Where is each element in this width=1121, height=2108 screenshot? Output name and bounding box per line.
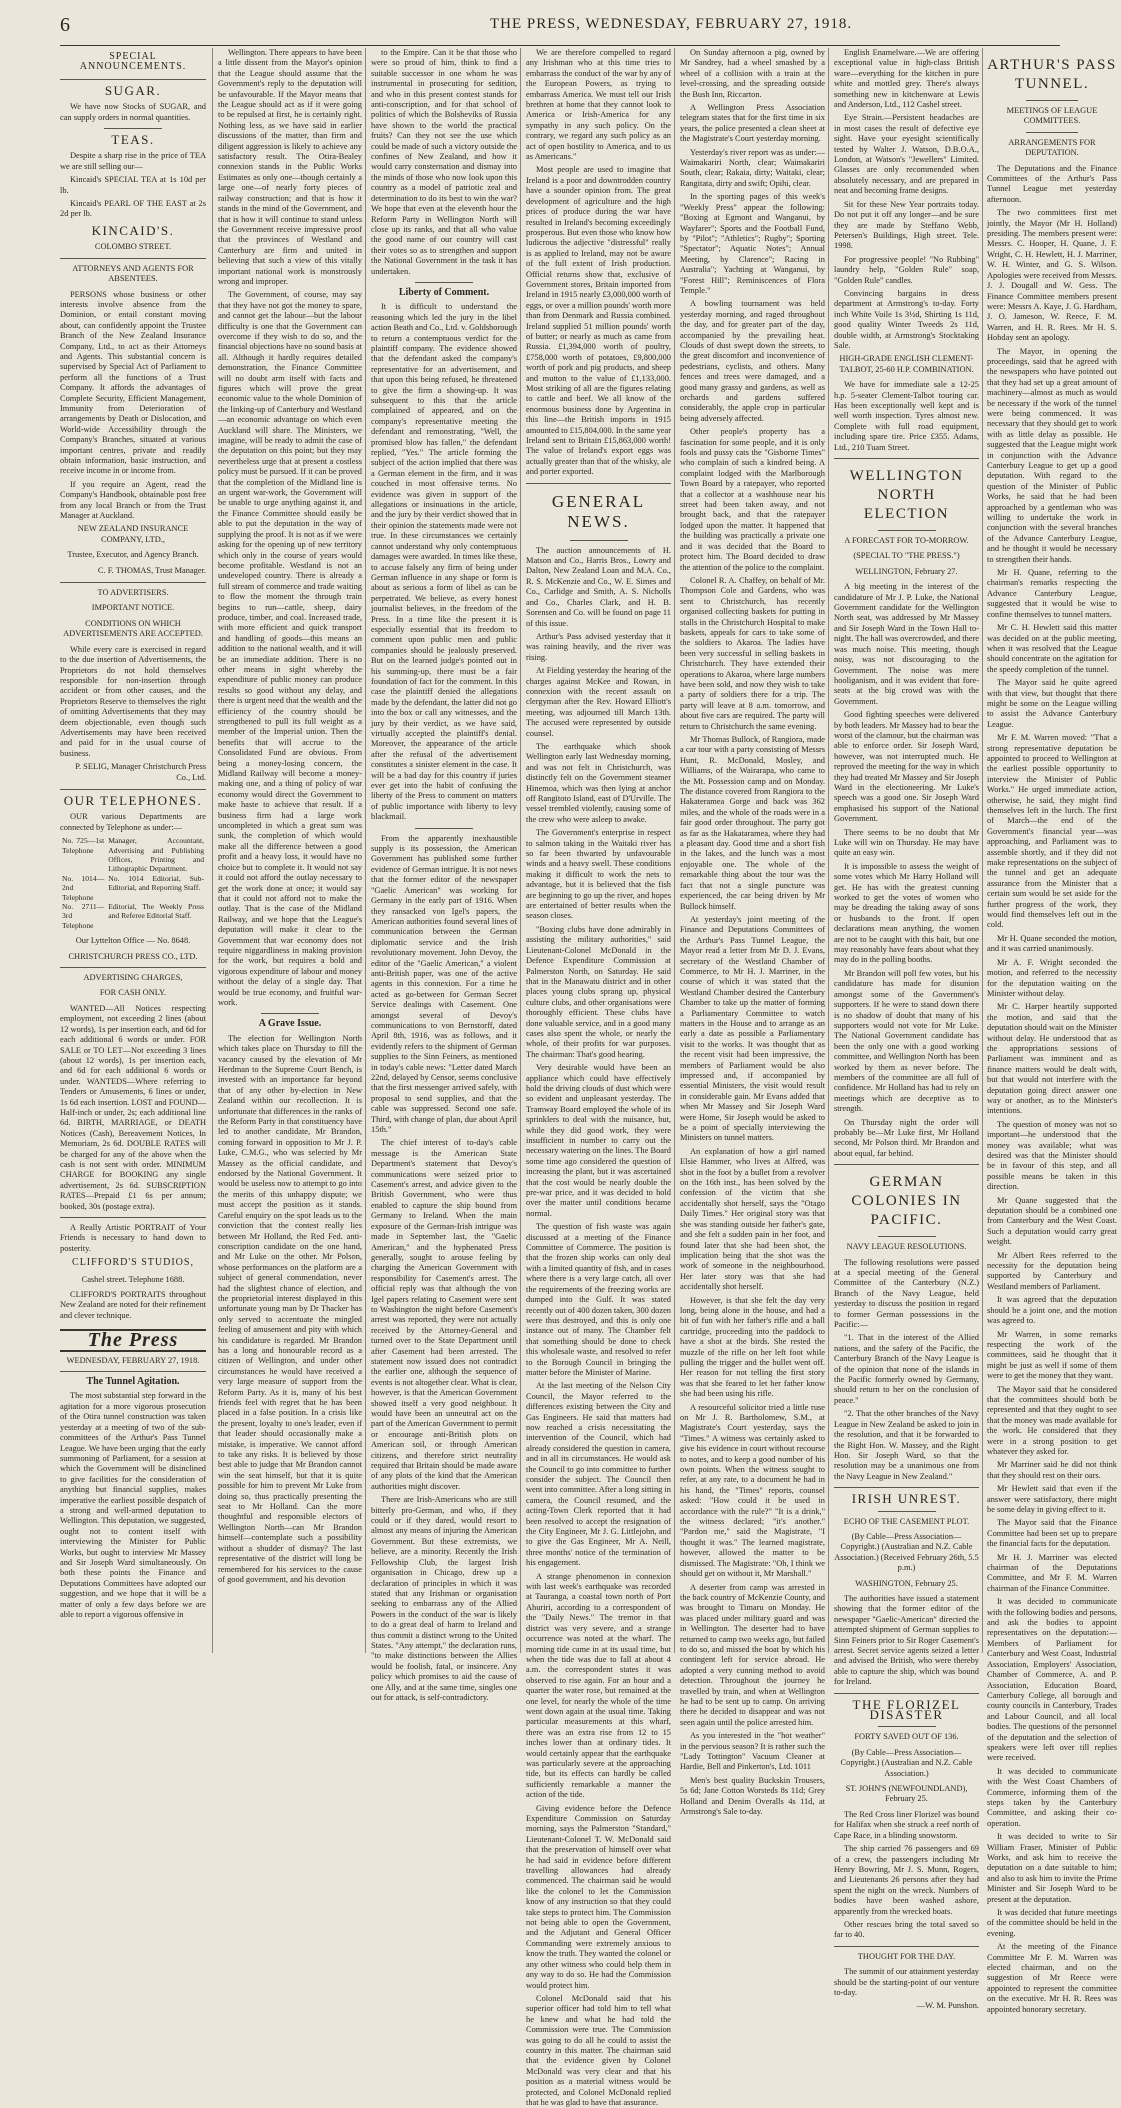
report-text: Mr Hewlett said that even if the answer were satisfactory, there might be some delay in giving effect to it. [987, 1484, 1117, 1514]
sugar-text: We have now Stocks of SUGAR, and can supply orders in normal quantities. [60, 102, 206, 122]
fl-text: The Red Cross liner Florizel was bound for Halifax when she struck a reef north of Cape Race, in a blinding snowstorm. [834, 1809, 979, 1840]
report-text: It was decided to communicate with the following bodies and persons, and ask the bodies to appoint representatives on the deputation:—Members of Parliament for Canterbury and West Coast, Industrial Association, Employers' Association, Chamber of Commerce, A. and P. Association, Education Board, Canterbury College, all borough and county councils in Canterbury, Trades and Labour Council, and all local bodies. The questions of the personnel of the deputation and the selection of speakers were left over till replies were received. [987, 1597, 1117, 1763]
report-text: At the meeting of the Finance Committee Mr F. M. Warren was elected chairman, and on the suggestion of Mr Reece were appointed to represent the committee on the executive. Mr H. R. Rees was appointed honorary secretary. [987, 1942, 1117, 2014]
column-7 [982, 48, 1121, 2014]
adv-charges-text: WANTED—All Notices respecting employment, not exceeding 2 lines (about 12 words), 1s per insertion each, and 6d for each additional 6 words or under. FOR SALE or TO LET—Not exceeding 3 lines (about 12 words), 1s per insertion each, and 6d for each additional 6 words or under. WANTEDS—Where referring to Tenders or Amusements, 6 lines or under, 1s 6d each insertion. LOST and FOUND—Half-inch or under, 2s; each additional line 6d. BIRTH, MARRIAGE, or DEATH Notices (Cash), Bereavement Notices, In Memoriam, 2s 6d. DOUBLE RATES will be charged for any of the above when the cash is not sent with order. MINIMUM CHARGE for BOOKING any single advertisement, 2s 6d. SUBSCRIPTION RATES—Prepaid £1 6s per annum; booked, 30s (postage extra). [60, 1003, 206, 1211]
thomas-signature: C. F. THOMAS, Trust Manager. [97, 565, 206, 575]
teas-text-2: Kincaid's SPECIAL TEA at 1s 10d per lb. [60, 175, 206, 195]
report-text: The Mayor said that he considered that the committees should both be represented and that they ought to see that the money was made available for the work. He considered that they were in a strong position to get whatever they asked for. [987, 1384, 1117, 1456]
news-item: Other people's property has a fascination for some people, and it is only fools and pussy cats the "Gisborne Times" who complain of such a kindred being. A complaint lodged with the Marlborough Town Board by a ratepayer, who reported that a collector at a washhouse near his street had been taken away, and not brought back, and that the ratepayer lodged upon the matter. It happened that the building was practically a private one and it was decided that the Board to protect him. The Board decided to draw the attention of the police to the complaint. [680, 427, 825, 572]
column-2 [212, 48, 367, 1653]
divider [878, 1726, 936, 1727]
wn-text: Good fighting speeches were delivered by both leaders. Mr Massey had to bear the worst of the clamour, but the chairman was able to enforce order. Sir Joseph Ward, however, was not interrupted much. He reproved the meeting for the way in which they had treated Mr Massey and Sir Joseph Ward in the electioneering. Mr Luke's speech was a good one. Sir Joseph Ward emphasised his support of the National Government. [834, 710, 979, 824]
report-text: Mr Warren, in some remarks respecting the work of the committees, said he thought that it might be just as well if some of them were to get the money that they want. [987, 1329, 1117, 1381]
german-colonies-heading: GERMAN COLONIES IN PACIFIC. [851, 1174, 962, 1229]
lyttelton-office: Our Lyttelton Office — No. 8648. [75, 936, 191, 946]
divider [261, 1013, 319, 1014]
iu-text: The authorities have issued a statement showing that the former editor of the newspaper "Gaelic-American" directed the attempted shipment of German supplies to Sinn Feiners prior to Sir Roger Casement's arrest. Secret service agents seized a letter and advised the British, who were thereby able to capture the ship, which was bound for Ireland. [834, 1593, 979, 1687]
arthurs-pass-sub: MEETINGS OF LEAGUE COMMITTEES. [1006, 106, 1098, 126]
wn-text: There seems to be no doubt that Mr Luke will win on Thursday. He may have quite an easy win. [834, 827, 979, 858]
portrait-text: A Really Artistic PORTRAIT of Your Friends is necessary to hand down to posterity. [60, 1223, 206, 1253]
divider [60, 582, 206, 583]
news-item: A deserter from camp was arrested in the back country of McKenzie County, and was brought to Timaru on Monday. He was placed under military guard and was in Wellington. The deserter had to have returned to camp two weeks ago, but failed to do so, and missed the boat by which his contingent left for service abroad. He adopted a very cunning method to avoid detection. Throughout the journey he travelled by train, and when at Wellington he had to be sent up to camp. On arriving there he decided to disappear and was not seen again until the police arrested him. [680, 1582, 825, 1727]
wn-text: It is impossible to assess the weight of some votes which Mr Harry Holland will get. He has with the greatest cunning worked to get the votes of women who may be dreading the taking away of sons or husbands to the front. If open declarations mean anything, the women are not to be caught with this bait, but one may reasonably have fears about what they may do in the polling booths. [834, 861, 979, 965]
divider [60, 1217, 206, 1218]
divider [570, 540, 628, 541]
report-text: It was decided to communicate with the West Coast Chambers of Commerce, informing them of the steps taken by the Canterbury Committee, and asking their co-operation. [987, 1766, 1117, 1828]
irish-unrest-heading: IRISH UNREST. [851, 1491, 962, 1507]
telephone-number: No. 725—1st Telephone [62, 836, 105, 855]
report-text: Mr A. F. Wright seconded the motion, and referred to the necessity for the deputation waiting on the Minister without delay. [987, 957, 1117, 998]
wellington-north-heading: WELLINGTON NORTH ELECTION [849, 468, 964, 523]
news-item: A Wellington Press Association telegram states that for the first time in six years, the police presented a clean sheet at the Magistrate's Court yesterday morning. [680, 103, 825, 144]
adv-charges-sub: FOR CASH ONLY. [99, 988, 167, 998]
masthead-rule [60, 45, 1060, 46]
sugar-heading: SUGAR. [104, 82, 162, 98]
news-item: Mr Thomas Bullock, of Rangiora, made a car tour with a party consisting of Messrs Hunt, R. McDonald, Mosley, and Williams, of the Wairarapa, who came to the Mt. Possession camp and on Monday. The distance covered from Rangiora to the Hakateramea Gorge and back was 362 miles, and the whole of the roads were in a fair good order throughout. The party got as far as the Hakataramea, where they had a pleasant day. Good time and a short fish in the lakes, and the lunch was a most enjoyable one. The whole of the remarkable thing about the tour was the fact that not a single puncture was experienced, the car being driven by Mr Bullock himself. [680, 735, 825, 911]
liberty-text: It is difficult to understand the reasoning which led the jury in the libel action Beath and Co., Ltd. v. Goldsborough to return a contemptuous verdict for the plaintiff company. The evidence showed that the defendant asked the company's representative for an advertisement, and that upon this being refused, he threatened to give the firm a showing-up. It was subsequent to this that the article complained of appeared, and on the company's representative meeting the defendant and remonstrating, "Well, the promised blow has fallen," the defendant replied, "Yes." The article forming the subject of the action implied that there was a German element in the firm, and it was couched in most offensive terms. No evidence was given in support of the allegations or insinuations in the article, and the jury by their verdict showed that in their opinion the statements made were not true. In these circumstances we certainly cannot understand why only contemptuous damages were awarded. In times like these, to accuse falsely any firm of being under German influence in any shape or form is about as serious a form of libel as can be perpetrated. We believe, as every honest journalist believes, in the freedom of the Press. In a time like the present it is especially essential that its freedom to comment upon public men and public companies should be jealously preserved. But on the learned judge's pointed out in his summing-up, there must be a fair foundation of fact for the comment. In this case the plaintiff denied the allegations made by the defendant, the latter did not go into the box or call any witnesses, and the jury by their verdict, as we have said, virtually accepted the plaintiff's denial. Moreover, the appearance of the article after the refusal of the advertisement constitutes a sinister element in the case. It will be a bad day for this country if juries ever get into the habit of confusing the liberty of the Press to comment on matters of public importance with liberty to levy blackmail. [371, 302, 517, 822]
special-announcements-heading: SPECIAL ANNOUNCEMENTS. [79, 51, 187, 73]
report-text: Mr Quane suggested that the deputation should be a combined one from Canterbury and the West Coast. Such a deputation would carry great weight. [987, 1195, 1117, 1247]
column-4 [520, 48, 676, 2107]
ad-item: English Enamelware.—We are offering exceptional value in high-class British ware—everything for the kitchen in pure white and mottled grey. There's always something new in kitchenware at Lewis and Anderson, Ltd., 112 Cashel street. [834, 48, 979, 110]
telephones-table [60, 836, 206, 930]
news-item: At Fielding yesterday the hearing of the charges against McKee and Rowan, in connexion with the recent assault on clergyman after the Rev. Howard Elliott's meeting, was adjourned till March 13th. The accused were represented by outside counsel. [526, 666, 671, 738]
news-item: Giving evidence before the Defence Expenditure Commission on Saturday morning, says the Palmerston "Standard," Lieutenant-Colonel T. W. McDonald said that the preservation of himself over what he had said in evidence before different travelling allowances had already commenced. The chairman said he would like the colonel to let the Commission know of any instruction so that they could take steps to protect him. The Commission not being able to open the Government, and the Adjutant and General Officer Commanding were extremely anxious to know the truth. They wanted the colonel or any other witness who could help them in any way to do so. He had the Commission would protect him. [526, 1803, 671, 1990]
telephone-departments: Manager, Accountant, Advertising and Publishing Offices, Printing and Lithographic Department. [108, 836, 204, 874]
irish-unrest-sub: ECHO OF THE CASEMENT PLOT. [843, 1516, 970, 1526]
news-item: A bowling tournament was held yesterday morning, and raged throughout the day, and for greater part of the day, accompanied by the prevailing heat. Clouds of dust swept down the streets, to the great discomfort and inconvenience of pedestrians, cyclists, and others. Many fences and trees were damaged, and a good many grassy and gardens, as well as orchards and gardens suffered considerably, the apple crop in particular being adversely affected. [680, 299, 825, 423]
ad-item: Eye Strain.—Persistent headaches are in most cases the result of defective eye sight. Have your eyesight scientifically tested by Walter J. Watson, D.B.O.A., London, at Watson's "Jewellers" Limited. Glasses are only recommended when absolutely necessary, and are prepared in neat and becoming frame designs. [834, 113, 979, 196]
divider [104, 128, 162, 129]
divider [878, 530, 936, 531]
divider [60, 1371, 206, 1372]
telephones-intro: OUR various Departments are connected by Telephone as under:— [60, 812, 206, 832]
divider [834, 458, 979, 459]
editorial-text-3: to the Empire. Can it be that those who were so proud of him, think to find a suitable successor in one whom he was instrumental in prosecuting for sedition, and who in this present contest stands for anti-conscription, and for that school of politics of which the Bolsheviks of Russia have shown to the world the practical fruits? Can they not see the use which could be made of such a victory outside the confines of New Zealand, and how it would carry consternation and dismay into the minds of those who now look upon this country as a model of patriotic zeal and determination to do its best to win the war? We hope that even at the eleventh hour the Reform Party in Wellington North will close up its ranks, and that all who value the good name of our country will cast their votes so as to strengthen and support the National Government in the task it has undertaken. [371, 48, 517, 276]
wn-text: On Thursday night the order will probably be—Mr Luke first, Mr Holland second, Mr Polson third. Mr Brandon and about equal, far behind. [834, 1117, 979, 1158]
news-item: Yesterday's river report was as under:—Waimakariri North, clear; Waimakariri South, clear; Rakaia, dirty; Waitaki, clear; Rangitata, dirty and swift; Opihi, clear. [680, 147, 825, 188]
news-item: Arthur's Pass advised yesterday that it was raining heavily, and the river was rising. [526, 631, 671, 662]
thought-text: The summit of our attainment yesterday should be the starting-point of our venture to-day. [834, 1967, 979, 1997]
divider [1026, 100, 1078, 101]
dateline: WASHINGTON, February 25. [855, 1578, 958, 1588]
divider [60, 258, 206, 259]
gc-text: "1. That in the interest of the Allied nations, and the safety of the Pacific, the Canterbury Branch of the Navy League is of the opinion that none of the islands in the Pacific formerly owned by Germany, should return to her on the conclusion of peace." [834, 1333, 979, 1405]
report-text: Mr Marriner said he did not think that they should rest on their oars. [987, 1460, 1117, 1480]
divider [60, 967, 206, 968]
paper-flag: The Press [60, 1329, 206, 1351]
news-item: A resourceful solicitor tried a little ruse on Mr J. R. Bartholomew, S.M., at Magistrate's Court yesterday, says the "Times." A witness was certainly asked to give his evidence in court without recourse to notes, and to keep a good number of his own points. When the witness sought to refer, at any rate, to a document he had in his hand, the "Times" reports, counsel asked: "How could it be used in accordance with the rule?" "It is a drink," the witness declared; "it's another." "Pardon me," said the Magistrate, "I thought it was." The learned magistrate, however, allowed the matter to be dismissed. The Magistrate: "Oh, I think we should get on without it, Mr Marshall." [680, 1402, 825, 1579]
news-item: The auction announcements of H. Matson and Co., Harris Bros., Lowry and Dalton, New Zealand Loan and M.A. Co., R. S. McKenzie and Co., W. E. Simes and Co., Carlidge and Smith, A. S. Nicholls and Co., Charles Clark, and H. B. Sorensen and Co. will be found on page 11 of this issue. [526, 545, 671, 628]
general-news-heading: GENERAL NEWS. [551, 491, 646, 531]
divider [415, 282, 473, 283]
divider [60, 789, 206, 790]
news-item: In the sporting pages of this week's "Weekly Press" appear the following: "Boxing at Egmont and Wanganui, by Wayfarer"; Sports and the Football Fund, by "Pilot"; "Athletics"; Rugby"; Sporting "Spectator"; Aquatic Notes"; Annual Meeting, by Clarence"; Racing in Australia"; Yachting at Wanganui, by "Forest Hill"; Reminiscences of Flora Temple." [680, 192, 825, 295]
report-text: The Mayor said that the Finance Committee had been set up to prepare the financial facts for the deputation. [987, 1518, 1117, 1549]
news-item: The question of fish waste was again discussed at a meeting of the Finance Committee of Commerce. The position is that the frozen ship works can only deal with a limited quantity of fish, and in cases where there is a very large catch, all over the requirements of the freezing works are dumped into the Gulf. It was stated recently out of 400 dozen taken, 300 dozen were thus destroyed, and this is only one instance out of many. The Chamber felt that something should be done to check this wholesale waste, and resolved to refer to the Borough Council in bringing the matter before the Minister of Marine. [526, 1222, 671, 1377]
editorial-text-2: The Government, of course, may say that they have not got the money to spare, and cannot get the labour—but the labour difficulty is one that the Government can overcome if they wish to do so, and the financial objections have no sound basis at all. Although it hardly requires detailed demonstration, the Finance Committee will no doubt arm itself with facts and figures which will prove the great economic value to the whole Dominion of the linking-up of Canterbury and Westland—an economic advantage on which even Auckland will share. The Ministers, we imagine, will be ready to admit the case of the deputation on this point; but they may nevertheless urge that at present a costless policy must be pursued. If it can be proved that the completion of the Midland line is an urgent war-work, the Government will be unable to urge anything against it, and the Finance Committee should easily be able to put the deputation in the way of supplying the proof. It is not as if we were asking for the opening up of new territory which only in the course of years would become profitable. Westland is not an undeveloped country. There is already a full stream of commerce and trade waiting to flow the moment the through train begins to run—cattle, sheep, dairy produce, timber, and coal. Increased trade, with more efficient and quick transport and handling of goods—this means an addition to the national wealth, and it will be an immediate addition. There is no other means in sight whereby the expenditure of public money can produce results so good without any delay, and there is urgent need that the wealth and the efficiency of the country should be strengthened to pull its full weight as a member of the Imperial union. Then the benefits that will accrue to the Consolidated Fund are obvious. From being a money-losing concern, the Midland Railway will become a money-making one, and a thing of policy of war economy would direct the Government to make haste to achieve that result. If a business firm had a large work uncompleted in which a great sum was sunk, the completion of which would make all the difference between a good profit and a heavy loss, it would have no choice but to complete it. It would not say it could not afford the outlay necessary to get the work done at once; it would say that it could not afford not to make the outlay. That is the case of the Midland Railway, and we hope that the League's deputation will make it clear to the Government that war economy does not require niggardliness in making provision for the work, but requires a bold and vigorous expenditure of labour and money without the delay of a single day. That would be true economy, and fruitful war-work. [218, 290, 362, 1007]
news-item: A strange phenomenon in connexion with last week's earthquake was recorded at Tauranga, a coastal town north of Port Ahuriri, according to a correspondent of the "Daily News." The tremor in that district was very severe, and a strange occurrence was noted at the wharf. The morning tide came in at its usual time, but when the tide was due to fall at about 4 a.m. the correspondent states it was observed to rise again. For an hour and a quarter the water rose, but remained at the one level, for nearly the whole of the time went down again at the usual time. Taking particular measurements at this wharf, there was an extra rise from 12 to 15 inches lower than at ordinary tides. It would certainly appear that the earthquake was particularly severe at the approaching tide, but its effects can hardly be called sufficiently remarkable a manner the action of the tide. [526, 1571, 671, 1800]
adv-charges-heading: ADVERTISING CHARGES, [83, 973, 183, 983]
advertisers-heading: TO ADVERTISERS. [97, 588, 169, 598]
paper-date: WEDNESDAY, FEBRUARY 27, 1918. [66, 1355, 200, 1365]
thought-heading: THOUGHT FOR THE DAY. [857, 1951, 956, 1961]
teas-text-3: Kincaid's PEARL OF THE EAST at 2s 2d per lb. [60, 199, 206, 219]
report-text: It was decided to write to Sir William Fraser, Minister of Public Works, and ask him to receive the deputation on a date suitable to him; and also to ask him to invite the Prime Minister and Sir Joseph Ward to be present at the deputation. [987, 1832, 1117, 1904]
divider [526, 483, 671, 484]
divider [878, 1511, 936, 1512]
fl-text: Other rescues bring the total saved so far to 40. [834, 1919, 979, 1940]
florizel-heading: THE FLORIZEL DISASTER [852, 1696, 961, 1723]
special-credit: (SPECIAL TO "THE PRESS.") [853, 551, 960, 561]
divider [834, 1164, 979, 1165]
attorneys-text: PERSONS whose business or other interests involve absence from the Dominion, or entail constant moving about, can confidently appoint the Trustee Branch of the New Zealand Insurance Company, Ltd., to act as their Attorneys and Agents. This substantial concern is supervised by Special Act of Parliament to perform all the functions of a Trust Company. It affords the advantages of Complete Security, Efficient Management, Immunity from Deterioration of arrangements by Death or Dislocation, and World-wide Accessibility through the Company's Branches, situated at various important centres, private and readily obtain information, basic instruction, and receive income in or income from. [60, 289, 206, 476]
masthead [60, 14, 1060, 38]
editorial-text-6: There are Irish-Americans who are still bitterly pro-German, and who, if they could or if they dared, would resort to almost any means of injuring the American Government. But these extremists, we believe, are a minority. Recently the Irish Fellowship Club, the largest Irish organisation in Chicago, drew up a declaration of principles in which it was stated that any Irishman or organisation seeking to embarrass any of the Allied Powers in the conduct of the war is likely to do a great deal of harm to Ireland and thus commit a distinct wrong to the United States. "Any attempt," the declaration runs, "to make distinctions between the Allies would be foolish, fatal, or insincere. Any policy which promises to aid the cause of one Ally, and at the same time, singles one out for attack, is self-contradictory. [371, 1495, 517, 1702]
report-text: The question of money was not so important—he understood that the money was available; what was desired was that the Minister should be in favour of this step, and all possible means be taken in this direction. [987, 1119, 1117, 1192]
dateline: WELLINGTON, February 27. [855, 566, 958, 576]
kincaids-address: COLOMBO STREET. [94, 242, 172, 252]
report-text: Mr C. H. Hewlett said this matter was decided on at the public meeting, when it was resolved that the League should concentrate on the agitation for the speedy completion of the tunnel. [987, 623, 1117, 674]
cable-credit: (By Cable—Press Association—Copyright.) (Australian and N.Z. Cable Association.) (Received February 26th, 5.5 p.m.) [834, 1531, 979, 1573]
column-3 [365, 48, 522, 1702]
report-text: Mr Albert Rees referred to the necessity for the deputation being supported by Canterbury and Westland members of Parliament. [987, 1250, 1117, 1291]
news-item: "Boxing clubs have done admirably in assisting the military authorities," said Lieutenant-Colonel McDonald in the Defence Expenditure Commission at Palmerston North, on Saturday. He said that in the Manawatu district and in other places young clubs sprang up, physical culture clubs, and other organisations were thoroughly efficient. These clubs have done valuable service, and in a good many cases also spent the whole, or nearly the whole, of their profits for war purposes. The chairman: That's good hearing. [526, 924, 671, 1059]
cliffords-text: CLIFFORD'S PORTRAITS throughout New Zealand are noted for their refinement and clever technique. [60, 1290, 206, 1320]
table-row [60, 836, 206, 874]
cliffords-heading: CLIFFORD'S STUDIOS, [72, 1257, 194, 1269]
telephone-number: No. 2711—3rd Telephone [62, 902, 105, 930]
divider [878, 1236, 936, 1237]
telephone-departments: Editorial, The Weekly Press and Referee Editorial Staff. [108, 902, 204, 921]
editorial-text-1: Wellington. There appears to have been a little dissent from the Mayor's opinion that the League should assume that the Government's reply to the deputation will be unfavourable. If the Mayor means that the League should act as if it were going to be repulsed at first, he is certainly right. Nothing less, as we have said in earlier discussions of the matter, than firm and diligent aggression is likely to achieve any satisfactory result. The Otira-Bealey connexion stands in the Public Works Estimates as only one—though certainly a large one—of nearly forty pieces of railway construction; and that is how it stands in the mind of the Government, and that is how it will continue to stand unless the Government receive impressive proof that the provinces of Westland and Canterbury are firm and united in believing that such a view of this vitally important national work is monstrously wrong and improper. [218, 48, 362, 286]
report-text: Mr F. M. Warren moved: "That a strong representative deputation be appointed to proceed to Wellington at the earliest possible opportunity to interview the Minister of Public Works." He urged immediate action, otherwise, he said, they might find themselves left in the lurch. The first of March—the end of the Government's financial year—was approaching, and Parliament was to assemble shortly, and if they did not make representations on the subject of the tunnel and get an adequate assurance from the Minister that a certain sum would be set aside for the further progress of the work, they would find themselves left out in the cold. [987, 733, 1117, 930]
attorneys-heading: ATTORNEYS AND AGENTS FOR ABSENTEES. [72, 263, 194, 284]
divider [415, 828, 473, 829]
report-text: Mr H. Quane, referring to the chairman's remarks respecting the Advance Canterbury League, suggested that it would be wise to confine themselves to tunnel matters. [987, 568, 1117, 619]
teas-text-1: Despite a sharp rise in the price of TEA we are still selling our— [60, 151, 206, 171]
news-item: At yesterday's joint meeting of the Finance and Deputations Committees of the Arthur's Pass Tunnel League, the Mayor read a letter from Mr D. J. Evans, secretary of the Westland Chamber of Commerce, to Mr H. J. Marriner, in the course of which it was stated that the Westland Chamber desired the Canterbury Chamber to take up the matter of forming a Parliamentary Committee to watch matters in the House and to arrange as an early a date as possible a Parliamentary visit to the works. It was thought that as the recent visit had been impressive, the members of Parliament would be also impressed and, if accompanied by essential Ministers, the visit would result in considerable gain. Mr Evans added that when Mr Massey and Sir Joseph Ward were Home, Sir Joseph would be asked to be a point of specially interviewing the Ministers on tunnel matters. [680, 914, 825, 1143]
wellington-north-sub: A FORECAST FOR TO-MORROW. [844, 536, 969, 546]
divider [1026, 132, 1078, 133]
report-text: The two committees first met jointly, the Mayor (Mr H. Holland) presiding. The members present were: Messrs. C. Hooper, H. Quane, J. F. Wright, C. H. Hewlett, H. J. Marriner, W. H. Winter, and G. S. Wilson. Apologies were received from Messrs. J. J. Dougall and W. Gess. The Finance Committee members present were: Messrs A. Kaye, J. G. Hardham, J. O. Jameson, W. Reece, F. M. Warren, and H. R. Rees. Mr H. S. Hobday sent an apology. [987, 208, 1117, 343]
editorial-text-8: Most people are used to imagine that Ireland is a poor and downtrodden country have a sounder opinion from. The great development of agriculture and the high prices of produce during the war have resulted in Ireland's becoming exceedingly prosperous. But even those who know how ludicrous the adjective "distressful" really is as applied to Ireland, may not be aware of the full extent of Irish production. Official returns show that, exclusive of Government stores, Britain imported from Ireland in 1915 nearly £3,000,000 worth of eggs, or over a million pounds' worth more than from Denmark and Russia combined. Ireland supplied 51 million pounds' worth of butter; or nearly as much as came from Russia. £1,394,000 worth of poultry, £758,000 worth of potatoes, £9,800,000 worth of pork and pig products, and sheep and mutton to the value of £1,133,000. Most striking of all are the figures relating to cattle and beef. We all know of the enormous business done by Argentina in this line—the British imports in 1915 amounted to £15,804,000. In the same year Ireland sent to Britain £15,863,000 worth! The value of Ireland's export eggs was actually greater than that of the whisky, ale and porter exported. [526, 165, 671, 477]
report-text: It was decided that future meetings of the committee should be held in the evening. [987, 1908, 1117, 1938]
editorial-text-5: The chief interest of to-day's cable message is the American State Department's statement that Devoy's communications were seized prior to Casement's arrest, and advice given to the British Government, who were thus enabled to capture the ship bound from Germany to Ireland. When the main exposure of the German-Irish intrigue was made in September last, the "Gaelic American," and the hyphenated Press generally, sought to arouse feeling by charging the American Government with responsibility for Casement's arrest. The official reply was that although the von Igel papers relating to Casement were sent to Washington the night before Casement's arrest was reported, they were not actually received by the Attorney-General and turned over to the State Department until after Casement had been arrested. The statement now issued does not contradict the earlier one, although the sequence of events is not altogether clear. What is clear, however, is that the American Government showed itself a very good neighbour. It would have been an unneutral act on the part of the American Government to permit or encourage anti-British plots on American soil, or through American citizens, and therefore strict neutrality required that Britain should be made aware of any plots of the kind that the American authorities might discover. [371, 1138, 517, 1491]
important-notice-heading: IMPORTANT NOTICE. [91, 603, 175, 613]
thought-author: —W. M. Punshon. [916, 2001, 979, 2011]
page-number: 6 [60, 14, 71, 36]
news-item: Very desirable would have been an appliance which could have effectively hold the driving clouds of dust which were so evident and unpleasant yesterday. The Tramway Board employed the whole of its sprinklers to deal with the nuisance, but, while they did good work, they were insufficient in number to carry out the necessary watering on the lines. The Board some time ago considered the question of increasing the plant, but it was ascertained that the cost would be nearly double the pre-war price, and it was decided to hold over the matter until conditions became normal. [526, 1063, 671, 1218]
column-5 [674, 48, 830, 1817]
report-text: Mr C. Harper heartily supported the motion, and said that the deputation should wait on the Minister without delay. He understood that as the appropriations sessions of Parliament was imminent and as finance matters would be dealt with, but that would not interfere with the deputation going direct answer one way or another, as to the Minister's intentions. [987, 1002, 1117, 1116]
gc-text: The following resolutions were passed at a special meeting of the General Committee of the Canterbury (N.Z.) Branch of the Navy League, held yesterday to discuss the position in regard to former German possessions in the Pacific:— [834, 1257, 979, 1330]
grave-issue-text: The election for Wellington North which takes place on Thursday to fill the vacancy caused by the elevation of Mr Herdman to the Supreme Court Bench, is invested with an importance far beyond that of any other by-election in New Zealand within our recollection. It is unfortunate that differences in the ranks of the Reform Party in that constituency have led to another candidate, Mr Brandon, coming forward in opposition to Mr J. P. Luke, C.M.G., who was selected by Mr Massey as the official candidate, and endorsed by the National Government. It would be useless now to attempt to go into the merits of this unhappy dispute; we must accept the position as it stands. Careful enquiry on the spot leads us to the conviction that the contest really lies between Mr Holland, the Red Fed. anti-conscription candidate on the one hand, and Mr Luke on the other. Mr Polson, whose performances on the platform are a subject of general commendation, never had the slightest chance of election, and the proprietorial interest displayed in this unfortunate young man by Dr Thacker has only served to accentuate the mingled feeling of amusement and pity with which his candidature is regarded. Mr Brandon has a long and honourable record as a citizen of Wellington, and under other circumstances he would have received a very large measure of support from the Reform Party. As it is, many of his best friends feel with regret that he has been placed in a false position. In a crisis like the present, loyalty to one's leader, even if that leader should occasionally make a mistake, is imperative. We cannot afford to take any risks. It is believed by those best able to judge that Mr Brandon cannot win the seat himself, but that it is quite possible for him to prevent Mr Luke from doing so, thus practically presenting the seat to Mr Holland. Can the more thoughtful and responsible electors of Wellington North—can Mr Brandon himself—contemplate such a possibility without a shudder of dismay? The last representative of the district will long be remembered for his services to the cause of good government, and his devotion [218, 1033, 362, 1584]
tunnel-agitation-text: The most substantial step forward in the agitation for a more vigorous prosecution of the Otira tunnel construction was taken yesterday at a meeting of two of the sub-committees of the Arthur's Pass Tunnel League. We have been urging that the early summoning of Parliament, for a session at which the Government will be disinclined to give facilities for the consideration of anything but financial supplies, makes imperative the earliest possible despatch of a strong and well-armed deputation to Wellington. This deputation, we suggested, ought not to content itself with interviewing the Minister for Public Works, but ought to interview Mr Massey and Sir Joseph Ward simultaneously. On both these points the Finance and Deputations Committees have adopted our suggestion, and we hope that it will be a matter of only a few days before we are able to report a vigorous offensive in [60, 1391, 206, 1619]
kincaids-heading: KINCAID'S. [91, 222, 175, 238]
telephone-departments: No. 1014 Editorial, Sub-Editorial, and Reporting Staff. [108, 873, 204, 893]
hi-grade-text: We have for immediate sale a 12-25 h.p. 5-seater Clement-Talbot touring car. Has been exceptionally well kept and is well worth inspection. Tyres almost new. Complete with full road equipment, including spare tire. Price £355. Adams, Ltd., 210 Tuam Street. [834, 380, 979, 452]
news-item: An explanation of how a girl named Elsie Hammer, who lives at Alfred, was shot in the foot by a bullet from a revolver on the 16th inst., has been solved by the confession of the victim that she accidentally shot herself, says the "Otago Daily Times." Her original story was that she was standing outside her father's gate, and she felt a sudden pain in her foot, and found later that she had been shot, the implication being that the shot was the work of someone in the neighbourhood. Her later story was that she had accidentally shot herself. [680, 1146, 825, 1292]
report-text: The Mayor, in opening the proceedings, said that he agreed with the newspapers who have pointed out that they had set up a great amount of machinery—almost as much as would be necessary if the work of the tunnel were being commenced. It was necessary that they should get to work with as little delay as possible. He suggested that the League might work in conjunction with the Advance Canterbury League to get up a good deputation. With regard to the question of the Minister of Public Works, he said that he had been approached by a gentleman who was willing to undertake the work in conjunction with the several branches of the Advance Canterbury League, and he thought it would be necessary to strengthen their hands. [987, 346, 1117, 564]
gc-text: "2. That the other branches of the Navy League in New Zealand be asked to join in the resolution, and that it be forwarded to the Right Hon. W. Massey, and the Right Hon. Sir Joseph Ward, so that the resolution may be a unanimous one from the Navy League in New Zealand." [834, 1409, 979, 1481]
divider [60, 79, 206, 80]
news-item: The Government's enterprise in respect to salmon taking in the Waitaki river has so far been thwarted by unfavourable winds and a heavy swell. These conditions making it difficult to work the nets to advantage, but it is believed that the fish are beginning to go up the river, and hopes are entertained of better results when the season closes. [526, 828, 671, 921]
telephone-number: No. 1014—2nd Telephone [62, 873, 105, 902]
press-company: CHRISTCHURCH PRESS CO., LTD. [68, 951, 198, 961]
report-text: Mr H. Quane seconded the motion, and it was carried unanimously. [987, 933, 1117, 954]
attorneys-text-2: If you require an Agent, read the Company's Handbook, obtainable post free from any local Branch or from the Trust Manager at Auckland. [60, 479, 206, 521]
teas-heading: TEAS. [111, 132, 155, 148]
news-item: However, is that she felt the day very long, being alone in the house, and had a bit of fun with her father's rifle and a ball cartridge, proceeding into the paddock to have a shot at the birds. She rested the muzzle of the rifle on her left foot while pulling the trigger and the bullet went off. Her reason for not telling the first story was that she feared to let her father know she had been using his rifle. [680, 1295, 825, 1399]
divider [834, 1487, 979, 1488]
selig-signature: P. SELIG, Manager Christchurch Press Co., Ltd. [75, 762, 206, 782]
fl-text: The ship carried 76 passengers and 69 of a crew, the passengers including Mr Henry Bowring, Mr J. S. Munn, Rogers, and Lieutenants 26 persons after they had spent the night on the wreck. Numbers of bodies have been washed ashore, apparently from the wrecked boats. [834, 1844, 979, 1916]
arthurs-pass-sub-2: ARRANGEMENTS FOR DEPUTATION. [1008, 137, 1096, 158]
florizel-sub: FORTY SAVED OUT OF 136. [854, 1732, 959, 1742]
telephones-heading: OUR TELEPHONES. [63, 792, 203, 808]
masthead-title: THE PRESS, WEDNESDAY, FEBRUARY 27, 1918. [490, 16, 853, 32]
conditions-text: While every care is exercised in regard to the due insertion of Advertisements, the Proprietors do not hold themselves responsible for non-insertion through accident or from other causes, and the Proprietors Reserve to themselves the right of omitting Advertisements that they may deem objectionable, even though such Advertisements may have been received and paid for in the usual course of business. [60, 644, 206, 758]
arthurs-pass-heading: ARTHUR'S PASS TUNNEL. [987, 57, 1117, 92]
ad-item: For progressive people! "No Rubbing" laundry help, "Golden Rule" soap, "Golden Rule" candles. [834, 254, 979, 285]
news-item: At the last meeting of the Nelson City Council, the Mayor referred to the differences existing between the City and Gas Engineers. He said that matters had now reached a crisis necessitating the intervention of the Council, which had already considered the question in camera, and in all its circumstances. He would ask the Council to go into committee to further consider the subject. The Council then went into committee. After a long sitting in camera, the Council resumed, and the acting-Town Clerk reported that it had been resolved to accept the resignation of the City Engineer, Mr J. G. Littlejohn, and to give the Gas Engineer, Mr A. Neill, three months' notice of the termination of his engagement. [526, 1381, 671, 1568]
news-item: Colonel R. A. Chaffey, on behalf of Mr. Thompson Cole and Gardens, who was sent to Christchurch, has recently organised collecting baskets for putting in stalls in the Christchurch Hospital to make baskets, appeals for cars to take some of the soldiers to Akaroa. The ladies have been very successful in selling baskets in Christchurch. They have extended their operations to Akaroa, where large numbers have been sold, and now they wish to take a party of soldiers there for a trip. The party will leave at 8 a.m. tomorrow, and about five cars are required. The party will return to Christchurch the same evening. [680, 575, 825, 731]
column-6 [828, 48, 984, 2011]
cable-credit: (By Cable—Press Association—Copyright.) (Australian and N.Z. Cable Association.) [840, 1747, 973, 1778]
editorial-text-4: From the apparently inexhaustible supply is its possession, the American Government has published some further evidence of German intrigue. It is not news that the former editor of the newspaper "Gaelic American" was working for Germany in the early part of 1916. When they ransacked von Igel's papers, the American authorities found several lines of communication between the German diplomatic service and the Irish revolutionary movement. John Devoy, the editor of the "Gaelic American," a violent anti-British paper, was one of the active agents in this connexion. For a time he acted as go-between for German Secret Service dealings with Casement. One amongst several of Devoy's communications to von Bernstorff, dated April 8th, 1916, was as follows, and it evidently refers to the shipment of German supplies to the Sinn Feiners, as mentioned in today's cable news: "Letter dated March 22nd, delayed by Censor, seems conclusive that the first messenger arrived safely, with proposal to send supplies, and that the cable was suppressed. Second one safe. Third, with change of plan, due about April 15th." [371, 833, 517, 1135]
report-text: Mr H. J. Marriner was elected chairman of the Deputations Committee, and Mr F. M. Warren chairman of the Finance Committee. [987, 1552, 1117, 1593]
german-colonies-sub: NAVY LEAGUE RESOLUTIONS. [846, 1242, 967, 1252]
column-1 [60, 48, 210, 1653]
ad-item: Convincing bargains in dress department at Armstrong's to-day. Forty inch White Voile 1s 3½d, Shirting 1s 11d, good quality Winter Tweeds 2s 11d, double width, at Armstrong's Stocktaking Sale. [834, 288, 979, 350]
ad-item: Sit for these New Year portraits today. Do not put it off any longer—and be sure they are made by Steffano Webb, Petersen's Buildings, High street. Tele. 1998. [834, 199, 979, 251]
nz-insurance-name: NEW ZEALAND INSURANCE COMPANY, LTD., [77, 524, 189, 544]
divider [834, 1946, 979, 1947]
cliffords-address: Cashel street. Telephone 1688. [81, 1274, 185, 1284]
news-item: Colonel McDonald said that his superior officer had told him to tell what he knew and what he had told the Commission were true. The Commission was going to do all he could to assist the country in this matter. The chairman said that the evidence given by Colonel McDonald was very clear and that his position as a material witness would be protected, and Colonel McDonald replied that he was glad to have that assurance. [526, 1993, 671, 2107]
table-row [60, 902, 206, 930]
report-text: The Mayor said he quite agreed with that view, but thought that there might be some on the League willing to assist the Advance Canterbury League. [987, 678, 1117, 729]
dateline: ST. JOHN'S (NEWFOUNDLAND), February 25. [845, 1784, 968, 1804]
wn-text: Mr Brandon will poll few votes, but his candidature has made for disunion amongst some of the Government's supporters. If he were to stand down there is no shadow of doubt that many of his supporters would not vote for Mr Luke. The National Government candidate has been the only one with a good working committee, and Wellington North has been worked by them as never before. The members of the committee are all full of confidence. Mr Holland has had to rely on meetings which are deceptive as to strength. [834, 968, 979, 1114]
report-text: The Deputations and the Finance Committees of the Arthur's Pass Tunnel League met yesterday afternoon. [987, 163, 1117, 204]
trustee-line: Trustee, Executor, and Agency Branch. [67, 550, 199, 560]
news-item: On Sunday afternoon a pig, owned by Mr Sandrey, had a wheel smashed by a wheel of a collision with a train at the level-crossing, and the spreading outside the Bush Inn, Riccarton. [680, 48, 825, 99]
divider [834, 1693, 979, 1694]
conditions-heading: CONDITIONS ON WHICH ADVERTISEMENTS ARE ACCEPTED. [63, 618, 203, 639]
tunnel-agitation-heading: The Tunnel Agitation. [86, 1376, 180, 1388]
news-item: As you interested in the "hot weather" in the pervious season? It is rather such the "Lady Tottington" Vacuum Cleaner at Hardie, Bell and Pinkerton's, Ltd. 1011 [680, 1731, 825, 1772]
news-item: Men's best quality Buckskin Trousers, 5s 6d; Jane Cotton Worsteds 8s 11d; Grey Holland and Denim Overalls 4s 11d, at Armstrong's Sale to-day. [680, 1775, 825, 1817]
report-text: It was agreed that the deputation should be a joint one, and the motion was agreed to. [987, 1295, 1117, 1326]
editorial-text-7: We are therefore compelled to regard any Irishman who at this time tries to embarrass the conduct of the war by any of the European Powers, as trying to embarrass America. We must tell our Irish brethren at home that they cannot look to America or Irish-America for any sympathy in any such policy. On the contrary, we regard any such policy as an act of open hostility to America, and to us as Americans." [526, 48, 671, 162]
hi-grade-heading: HIGH-GRADE ENGLISH CLEMENT-TALBOT, 25-60 H.P. COMBINATION. [839, 354, 974, 374]
liberty-heading: Liberty of Comment. [398, 286, 490, 298]
news-item: The earthquake which shook Wellington early last Wednesday morning, and was not felt in Christchurch, was distinctly felt on the Government steamer Hinemoa, which was then lying at anchor off Rangitoto Island, east of D'Urville. The vessel trembled violently, causing some of the crew who were asleep to awake. [526, 741, 671, 824]
grave-issue-heading: A Grave Issue. [258, 1018, 322, 1030]
wn-text: A big meeting in the interest of the candidature of Mr J. P. Luke, the National Government candidate for the Wellington North seat, was addressed by Mr Massey and Sir Joseph Ward in the Town Hall to-night. The hall was overcrowded, and there was much noise. This meeting, though noisy, was not discouraging to the Government. The noise was mere hooliganism, and it was evident that fore-seats at the big crowd was with the Government. [834, 582, 979, 706]
table-row [60, 874, 206, 902]
